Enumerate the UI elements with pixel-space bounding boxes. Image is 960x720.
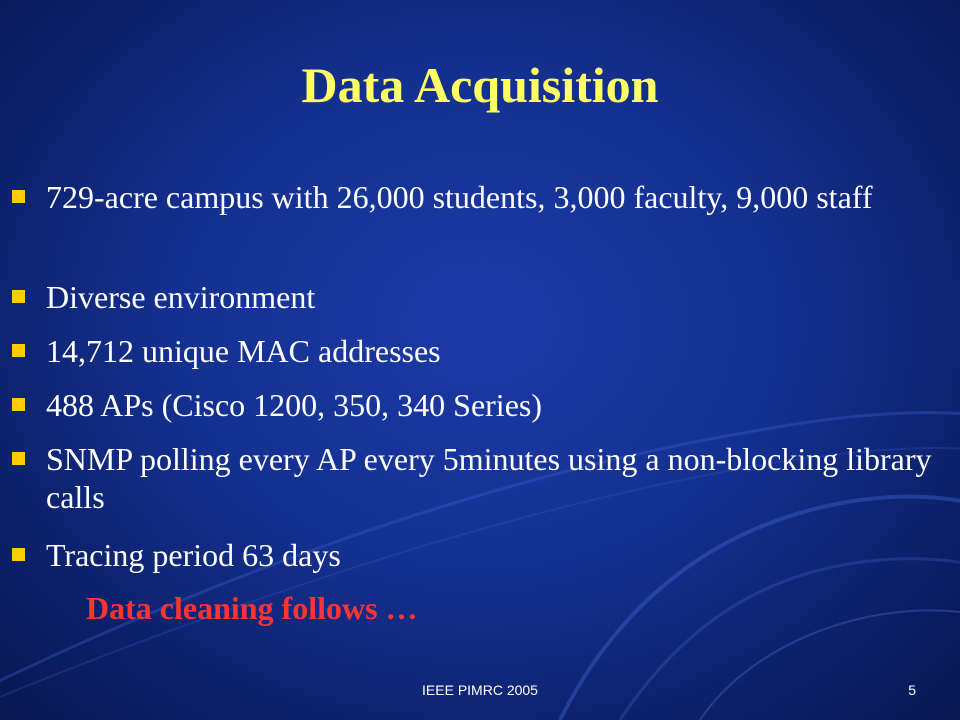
bullet-item: [46, 178, 936, 216]
bullet-text: 729-acre campus with 26,000 students, 3,000 faculty, 9,000 staff: [46, 179, 873, 215]
bullet-square-icon: [12, 452, 25, 465]
bullet-item: [46, 536, 936, 574]
bullet-item: [46, 278, 936, 316]
slide-title: Data Acquisition: [301, 57, 659, 113]
bullet-text: SNMP polling every AP every 5minutes using a non-blocking library calls: [46, 441, 932, 515]
bullet-text: 488 APs (Cisco 1200, 350, 340 Series): [46, 387, 542, 423]
bullet-square-icon: [12, 190, 25, 203]
page-number: 5: [908, 682, 916, 698]
bullet-square-icon: [12, 344, 25, 357]
bullet-text: 14,712 unique MAC addresses: [46, 333, 441, 369]
footer-text: IEEE PIMRC 2005: [422, 682, 538, 698]
bullet-item: [46, 440, 936, 516]
bullet-item: [46, 332, 936, 370]
bullet-square-icon: [12, 290, 25, 303]
bullet-text: Tracing period 63 days: [46, 537, 341, 573]
bullet-square-icon: [12, 548, 25, 561]
bullet-square-icon: [12, 398, 25, 411]
bullet-item: [46, 386, 936, 424]
bullet-text: Diverse environment: [46, 279, 316, 315]
followup-note: Data cleaning follows …: [86, 590, 418, 626]
